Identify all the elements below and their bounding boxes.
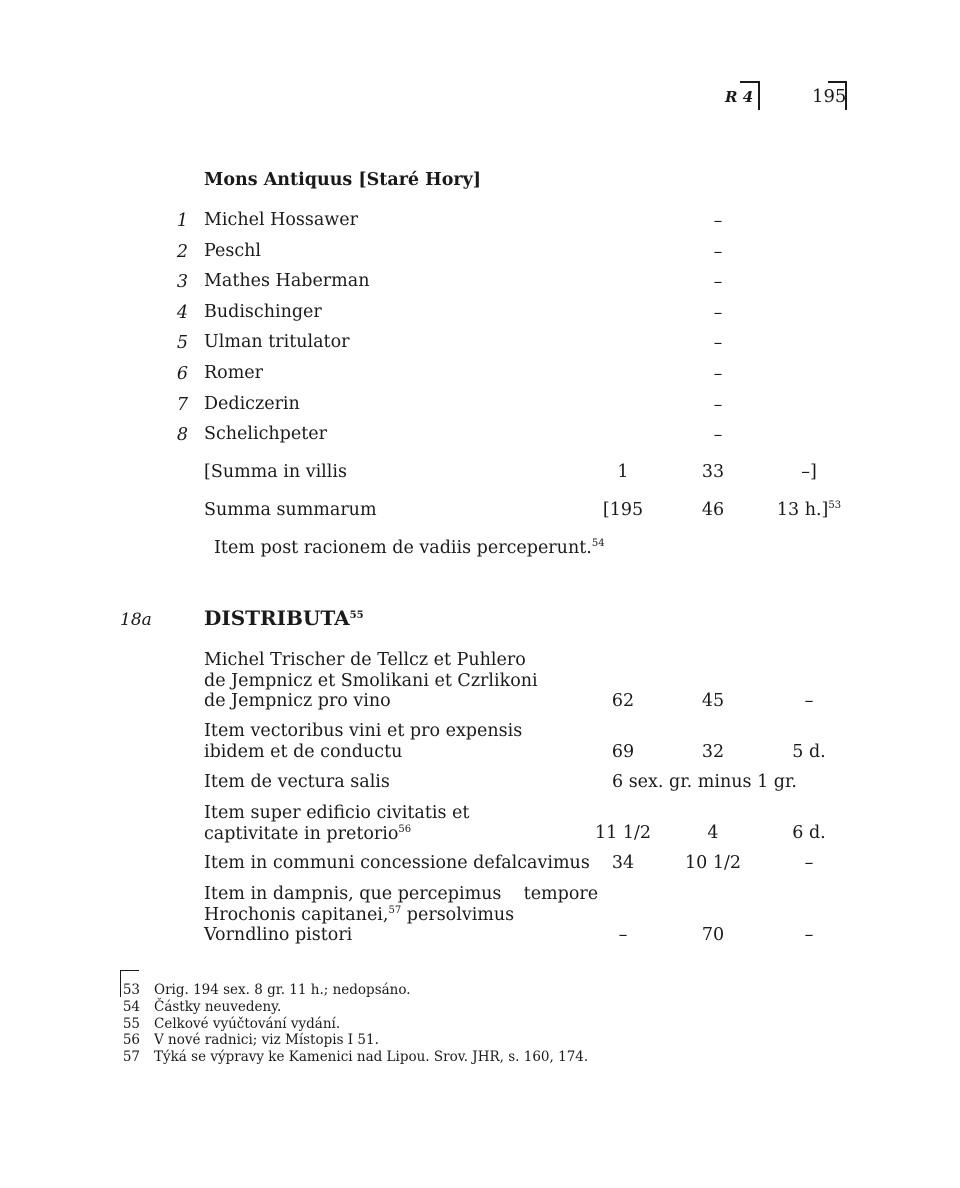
distributa-value-3: – — [804, 691, 814, 711]
summa-villis-value-2: 33 — [701, 462, 725, 482]
summa-summarum-value-2: 46 — [701, 500, 725, 520]
entry-number: 1 — [176, 211, 188, 231]
distributa-item-text: Item in communi concessione defalcavimus — [204, 853, 590, 873]
distributa-item-text: Item vectoribus vini et pro expensis ibidem et de conductu — [204, 721, 523, 762]
distributa-value-2: 10 1/2 — [685, 853, 741, 873]
distributa-combined-value: 6 sex. gr. minus 1 gr. — [612, 772, 797, 792]
summa-villis-value-1: 1 — [617, 462, 629, 482]
entry-name: Michel Hossawer — [204, 210, 358, 230]
section-code-bracket — [740, 81, 760, 110]
section-code: R 4 — [725, 88, 754, 106]
footnote-text: V nové radnici; viz Místopis I 51. — [154, 1032, 379, 1048]
distributa-value-1: 69 — [611, 742, 635, 762]
distributa-value-2: 32 — [701, 742, 725, 762]
item-post-line: Item post racionem de vadiis perceperunt.$^{54}$ — [214, 538, 605, 558]
entry-value: – — [713, 425, 723, 445]
entry-number: 2 — [176, 242, 188, 262]
entry-value: – — [713, 395, 723, 415]
entry-number: 4 — [176, 303, 188, 323]
footnote-text: Celkové vyúčtování vydání. — [154, 1016, 341, 1032]
distributa-heading: DISTRIBUTA$^{55}$ — [204, 606, 364, 630]
footnote-number: 56 — [122, 1032, 140, 1048]
distributa-value-1: 62 — [611, 691, 635, 711]
distributa-item-text: Item in dampnis, que percepimus tempore Hrochonis capitanei,$^{57}$ persolvimus Vorndlino pistori — [204, 884, 599, 945]
distributa-value-1: 11 1/2 — [595, 823, 651, 843]
entry-name: Peschl — [204, 241, 261, 261]
footnote-number: 57 — [122, 1049, 140, 1065]
entry-number: 6 — [176, 364, 188, 384]
distributa-value-3: – — [804, 853, 814, 873]
distributa-value-3: – — [804, 925, 814, 945]
entry-value: – — [713, 333, 723, 353]
summa-summarum-value-3: 13 h.]$^{53}$ — [776, 500, 842, 520]
entry-name: Romer — [204, 363, 264, 383]
entry-name: Dediczerin — [204, 394, 300, 414]
entry-number: 8 — [176, 425, 188, 445]
section-title: Mons Antiquus [Staré Hory] — [204, 170, 482, 190]
entry-value: – — [713, 272, 723, 292]
entry-number: 5 — [176, 333, 188, 353]
summa-villis-label: [Summa in villis — [204, 462, 347, 482]
distributa-value-2: 45 — [701, 691, 725, 711]
footnote-ref[interactable]: 57 — [388, 904, 402, 916]
footnote-number: 54 — [122, 999, 140, 1015]
footnote-ref[interactable]: 53 — [828, 500, 842, 511]
footnote-text: Částky neuvedeny. — [154, 999, 282, 1015]
distributa-value-1: 34 — [611, 853, 635, 873]
entry-name: Ulman tritulator — [204, 332, 350, 352]
page-number-bracket — [828, 81, 847, 110]
distributa-value-2: 4 — [707, 823, 719, 843]
footnote-ref[interactable]: 56 — [398, 823, 412, 835]
entry-value: – — [713, 303, 723, 323]
entry-name: Schelichpeter — [204, 424, 327, 444]
distributa-value-3: 6 d. — [792, 823, 826, 843]
entry-value: – — [713, 242, 723, 262]
distributa-value-2: 70 — [701, 925, 725, 945]
entry-number: 7 — [176, 395, 188, 415]
distributa-item-text: Item de vectura salis — [204, 772, 390, 792]
summa-summarum-label: Summa summarum — [204, 500, 377, 520]
footnote-ref[interactable]: 54 — [591, 538, 605, 549]
footnote-ref[interactable]: 55 — [349, 610, 364, 621]
entry-name: Budischinger — [204, 302, 322, 322]
entry-name: Mathes Haberman — [204, 271, 370, 291]
footnote-text: Orig. 194 sex. 8 gr. 11 h.; nedopsáno. — [154, 982, 411, 998]
summa-summarum-value-1: [195 — [602, 500, 644, 520]
distributa-value-3: 5 d. — [792, 742, 826, 762]
entry-value: – — [713, 364, 723, 384]
margin-folio: 18a — [120, 610, 152, 630]
entry-number: 3 — [176, 272, 188, 292]
entry-value: – — [713, 211, 723, 231]
distributa-value-1: – — [618, 925, 628, 945]
page-number: 195 — [812, 86, 847, 107]
footnote-text: Týká se výpravy ke Kamenici nad Lipou. Srov. JHR, s. 160, 174. — [154, 1049, 589, 1065]
footnote-number: 55 — [122, 1016, 140, 1032]
summa-villis-value-3: –] — [801, 462, 817, 482]
footnote-number: 53 — [122, 982, 140, 998]
distributa-item-text: Item super edificio civitatis et captivitate in pretorio$^{56}$ — [204, 803, 470, 844]
distributa-item-text: Michel Trischer de Tellcz et Puhlero de Jempnicz et Smolikani et Czrlikoni de Jempnicz pro vino — [204, 650, 538, 711]
